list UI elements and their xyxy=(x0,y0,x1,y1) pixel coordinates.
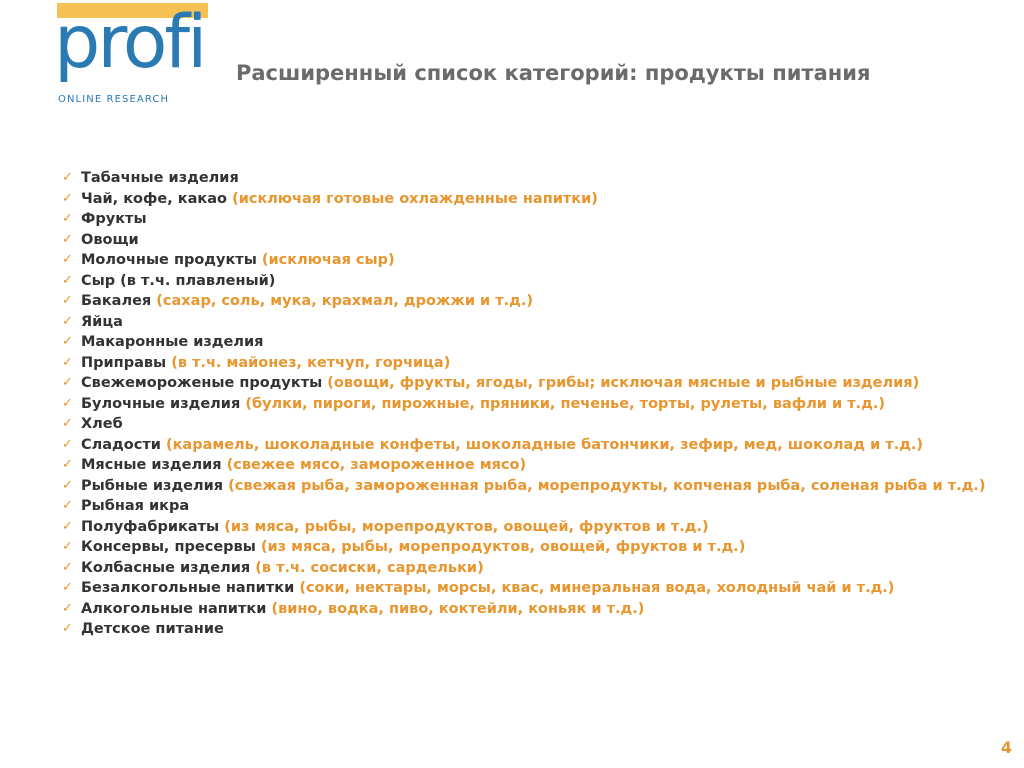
list-item xyxy=(62,189,1018,210)
checkmark-icon: ✓ xyxy=(62,477,73,493)
list-item xyxy=(62,230,1018,251)
checkmark-icon: ✓ xyxy=(62,252,73,267)
category-label: Безалкогольные напитки xyxy=(81,580,295,596)
category-note: (свежее мясо, замороженное мясо) xyxy=(226,457,527,473)
checkmark-icon: ✓ xyxy=(62,580,73,595)
checkmark-icon: ✓ xyxy=(62,211,73,226)
checkmark-icon: ✓ xyxy=(62,498,73,513)
category-label: Сладости xyxy=(81,436,161,453)
list-item-text xyxy=(81,332,1018,353)
category-label: Макаронные изделия xyxy=(81,334,264,350)
checkmark-icon: ✓ xyxy=(62,621,73,636)
category-label: Молочные продукты xyxy=(81,252,257,268)
list-item-text xyxy=(81,168,1018,189)
category-note: (в т.ч. сосиски, сардельки) xyxy=(255,559,484,576)
profi-logo xyxy=(54,0,214,110)
logo-subtitle: ONLINE RESEARCH xyxy=(58,94,170,105)
list-item-text xyxy=(81,291,1018,312)
category-label: Алкогольные напитки xyxy=(81,600,267,617)
list-item-text xyxy=(81,189,1018,210)
checkmark-icon: ✓ xyxy=(62,457,73,472)
category-label: Полуфабрикаты xyxy=(81,518,220,535)
category-label: Колбасные изделия xyxy=(81,559,251,576)
category-label: Мясные изделия xyxy=(81,457,222,473)
list-item xyxy=(62,599,1018,620)
list-item-text xyxy=(81,230,1018,251)
category-note: (исключая готовые охлажденные напитки) xyxy=(232,190,598,207)
checkmark-icon: ✓ xyxy=(62,293,73,308)
checkmark-icon: ✓ xyxy=(62,600,73,616)
checkmark-icon: ✓ xyxy=(62,354,73,370)
category-label: Приправы xyxy=(81,354,167,371)
category-note: (из мяса, рыбы, морепродуктов, овощей, фруктов и т.д.) xyxy=(224,518,709,535)
checkmark-icon: ✓ xyxy=(62,375,73,390)
list-item xyxy=(62,250,1018,271)
checkmark-icon: ✓ xyxy=(62,395,73,411)
list-item-text xyxy=(81,476,1018,497)
list-item xyxy=(62,353,1018,374)
list-item xyxy=(62,619,1018,640)
list-item-text xyxy=(81,455,1018,476)
category-note: (исключая сыр) xyxy=(261,252,395,268)
category-label: Консервы, пресервы xyxy=(81,539,256,555)
list-item xyxy=(62,394,1018,415)
list-item-text xyxy=(81,209,1018,230)
list-item xyxy=(62,558,1018,579)
list-item-text xyxy=(81,558,1018,579)
checkmark-icon: ✓ xyxy=(62,334,73,349)
category-label: Яйца xyxy=(81,313,123,330)
checkmark-icon: ✓ xyxy=(62,170,73,185)
category-note: (в т.ч. майонез, кетчуп, горчица) xyxy=(171,354,451,371)
list-item-text xyxy=(81,394,1018,415)
category-label: Сыр (в т.ч. плавленый) xyxy=(81,272,276,289)
list-item xyxy=(62,455,1018,476)
list-item xyxy=(62,271,1018,292)
category-label: Хлеб xyxy=(81,416,123,432)
list-item xyxy=(62,496,1018,517)
category-label: Булочные изделия xyxy=(81,395,241,412)
list-item-text xyxy=(81,414,1018,435)
list-item-text xyxy=(81,599,1018,620)
list-item-text xyxy=(81,271,1018,292)
checkmark-icon: ✓ xyxy=(62,416,73,431)
category-label: Рыбная икра xyxy=(81,498,190,514)
category-label: Бакалея xyxy=(81,293,152,309)
category-note: (вино, водка, пиво, коктейли, коньяк и т.д.) xyxy=(271,600,645,617)
logo-wordmark: profi xyxy=(54,0,205,85)
checkmark-icon: ✓ xyxy=(62,518,73,534)
list-item xyxy=(62,209,1018,230)
list-item xyxy=(62,476,1018,497)
list-item xyxy=(62,312,1018,333)
category-note: (карамель, шоколадные конфеты, шоколадные батончики, зефир, мед, шоколад и т.д.) xyxy=(165,436,924,453)
checkmark-icon: ✓ xyxy=(62,313,73,329)
category-label: Табачные изделия xyxy=(81,170,239,186)
list-item xyxy=(62,168,1018,189)
category-list xyxy=(62,168,1018,640)
list-item xyxy=(62,435,1018,456)
category-label: Детское питание xyxy=(81,621,224,637)
list-item-text xyxy=(81,312,1018,333)
list-item xyxy=(62,332,1018,353)
category-note: (соки, нектары, морсы, квас, минеральная вода, холодный чай и т.д.) xyxy=(299,580,895,596)
checkmark-icon: ✓ xyxy=(62,539,73,554)
category-note: (сахар, соль, мука, крахмал, дрожжи и т.д.) xyxy=(156,293,534,309)
checkmark-icon: ✓ xyxy=(62,559,73,575)
category-note: (булки, пироги, пирожные, пряники, печенье, торты, рулеты, вафли и т.д.) xyxy=(245,395,885,412)
list-item-text xyxy=(81,517,1018,538)
checkmark-icon: ✓ xyxy=(62,231,73,247)
list-item xyxy=(62,537,1018,558)
list-item-text xyxy=(81,619,1018,640)
page-title: Расширенный список категорий: продукты питания xyxy=(236,61,871,85)
category-note: (из мяса, рыбы, морепродуктов, овощей, фруктов и т.д.) xyxy=(260,539,746,555)
category-label: Овощи xyxy=(81,231,139,248)
list-item-text xyxy=(81,250,1018,271)
list-item xyxy=(62,414,1018,435)
checkmark-icon: ✓ xyxy=(62,190,73,206)
list-item xyxy=(62,373,1018,394)
category-note: (овощи, фрукты, ягоды, грибы; исключая мясные и рыбные изделия) xyxy=(327,375,920,391)
list-item xyxy=(62,517,1018,538)
list-item xyxy=(62,291,1018,312)
page-number: 4 xyxy=(1000,738,1012,757)
list-item-text xyxy=(81,578,1018,599)
checkmark-icon: ✓ xyxy=(62,272,73,288)
category-label: Чай, кофе, какао xyxy=(81,190,228,207)
list-item xyxy=(62,578,1018,599)
list-item-text xyxy=(81,496,1018,517)
checkmark-icon: ✓ xyxy=(62,436,73,452)
category-label: Рыбные изделия xyxy=(81,477,224,494)
list-item-text xyxy=(81,373,1018,394)
list-item-text xyxy=(81,435,1018,456)
category-note: (свежая рыба, замороженная рыба, морепродукты, копченая рыба, соленая рыба и т.д.) xyxy=(228,477,986,494)
list-item-text xyxy=(81,353,1018,374)
category-label: Фрукты xyxy=(81,211,147,227)
list-item-text xyxy=(81,537,1018,558)
category-label: Свежемороженые продукты xyxy=(81,375,323,391)
